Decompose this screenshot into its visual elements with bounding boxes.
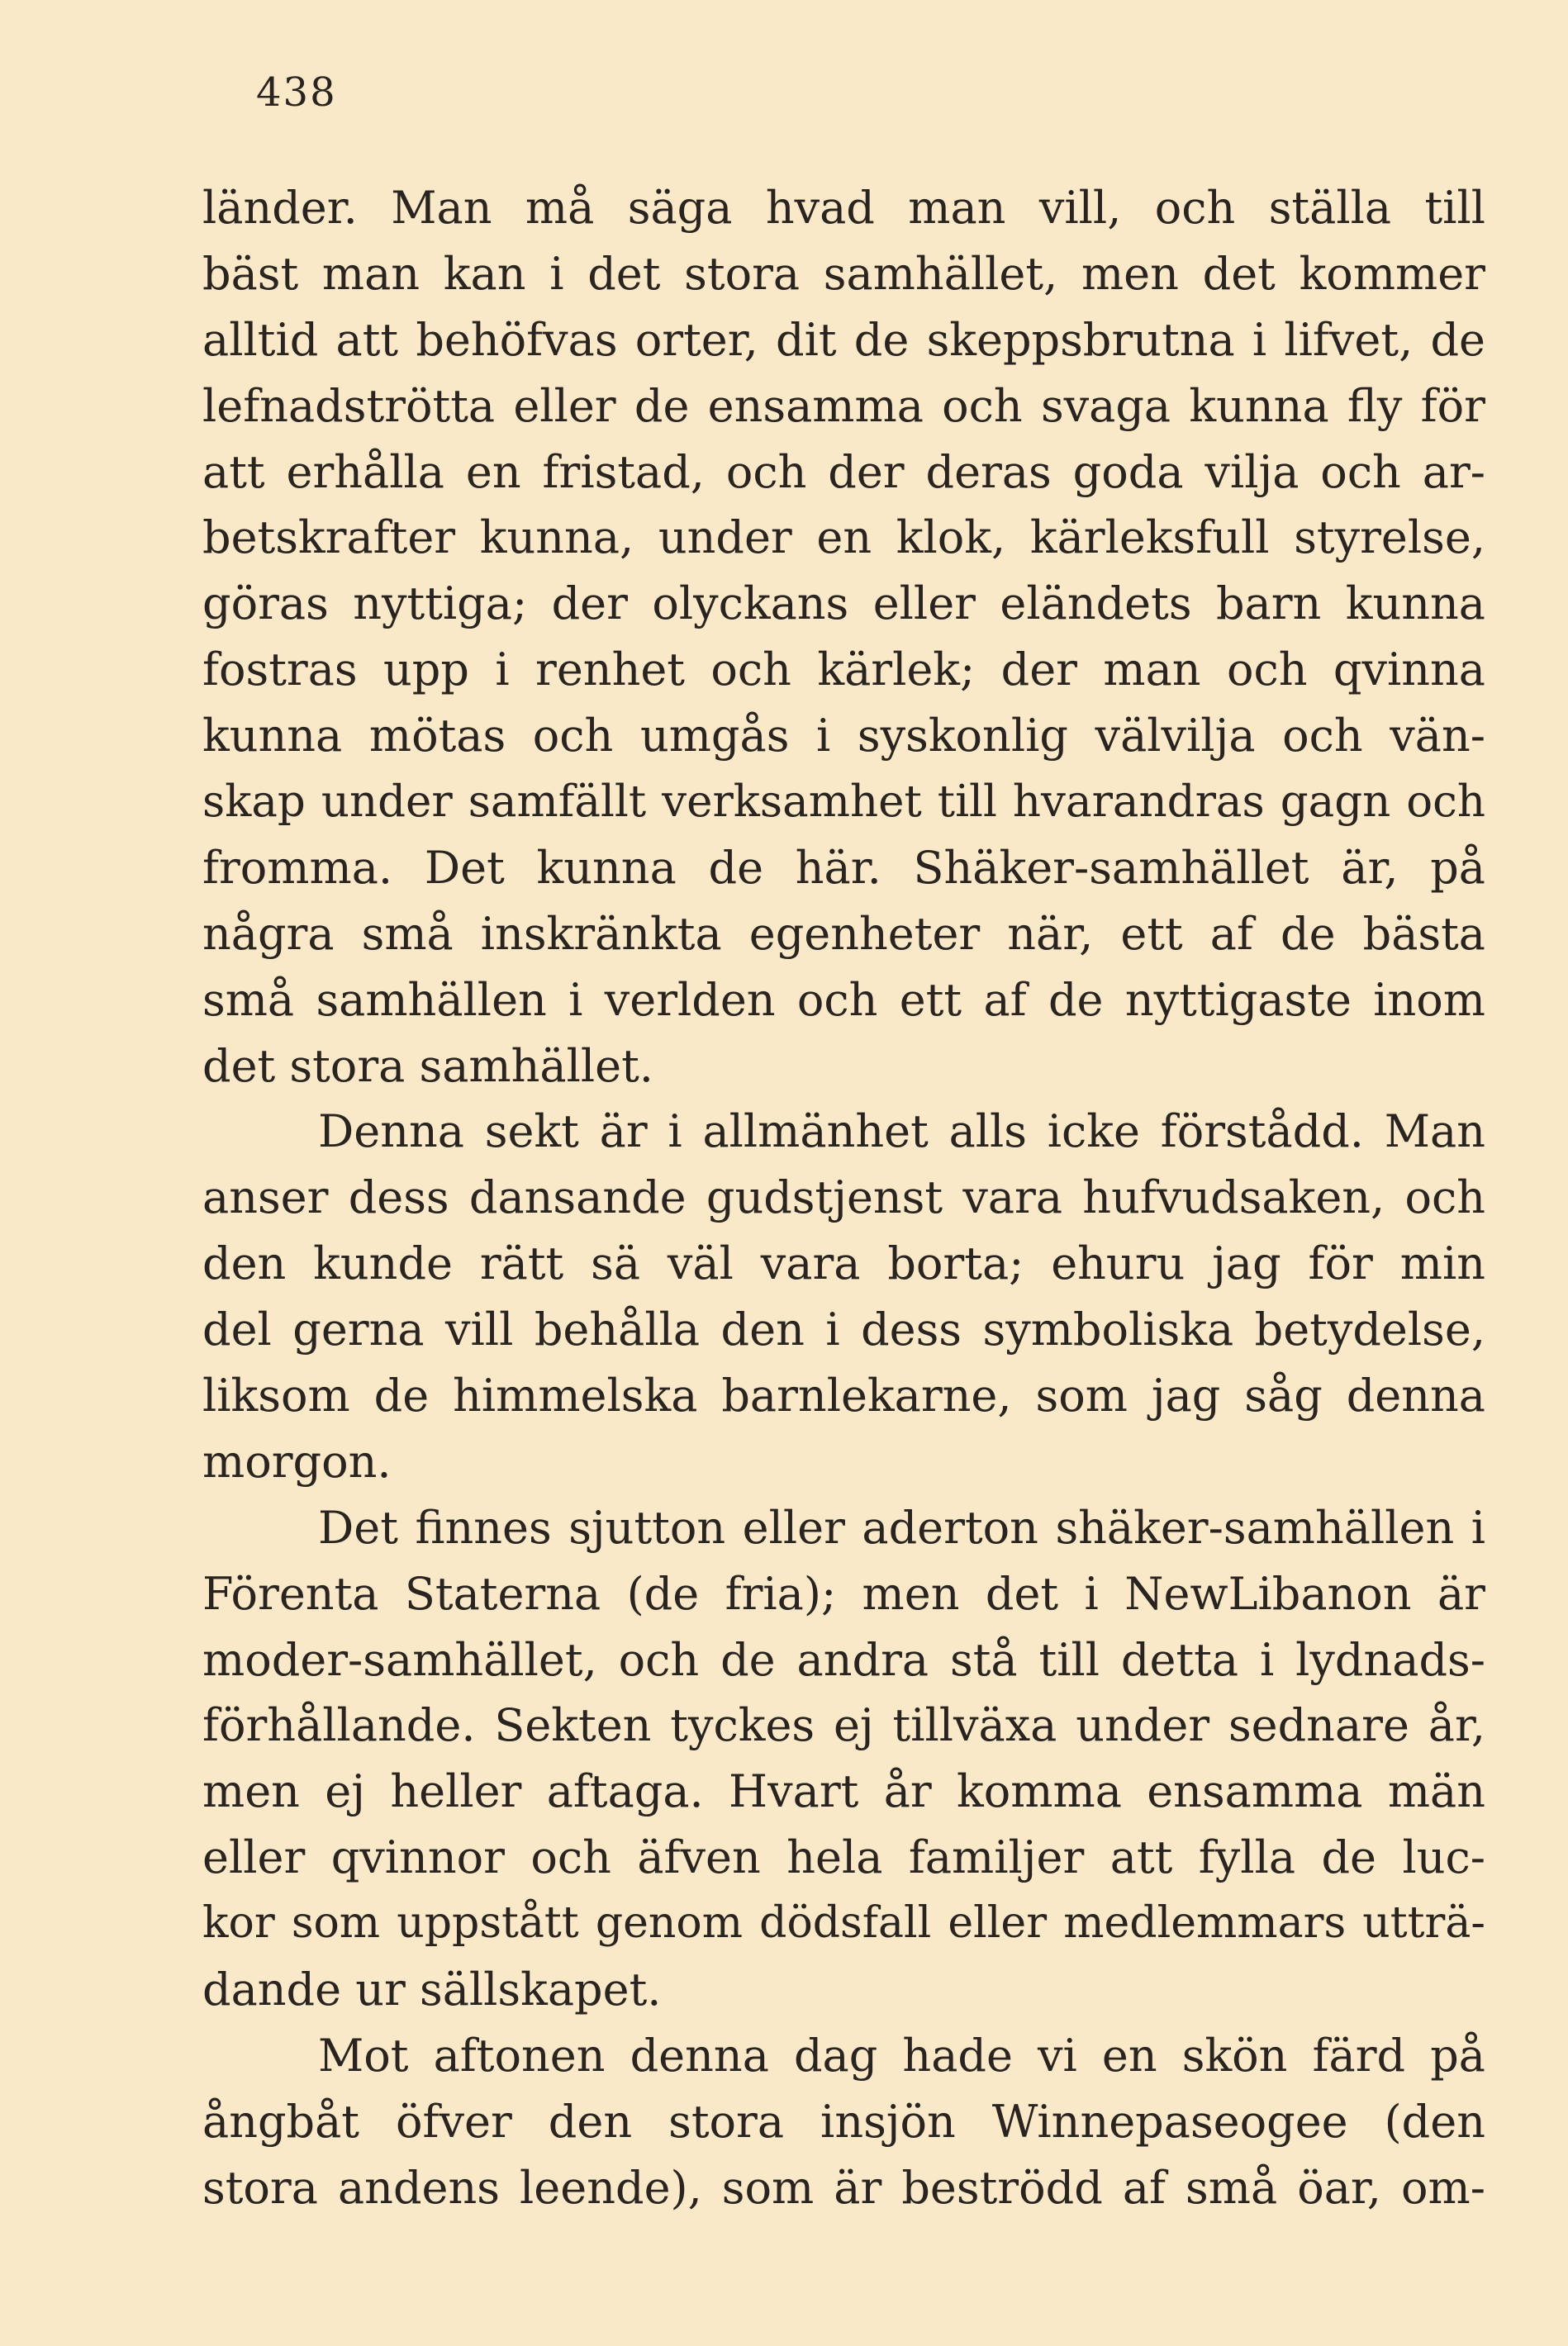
paragraph-start-line: Mot aftonen denna dag hade vi en skön färd på	[318, 2029, 1485, 2082]
text-line: men ej heller aftaga. Hvart år komma ensamma män	[202, 1765, 1485, 1818]
text-line: skap under samfällt verksamhet till hvarandras gagn och	[202, 776, 1485, 828]
text-line: fromma. Det kunna de här. Shäker-samhället är, på	[202, 841, 1485, 894]
text-line: liksom de himmelska barnlekarne, som jag såg denna	[202, 1370, 1485, 1422]
text-line: dande ur sällskapet.	[202, 1964, 662, 2016]
text-line: några små inskränkta egenheter när, ett af de bästa	[202, 907, 1485, 960]
text-line: eller qvinnor och äfven hela familjer att fylla de luc-	[202, 1831, 1485, 1884]
paragraph-start-line: Det finnes sjutton eller aderton shäker-samhällen i	[318, 1501, 1485, 1554]
text-line: den kunde rätt sä väl vara borta; ehuru jag för min	[202, 1237, 1485, 1290]
text-line: förhållande. Sekten tyckes ej tillväxa under sednare år,	[202, 1699, 1485, 1752]
text-line: små samhällen i verlden och ett af de nyttigaste inom	[202, 973, 1485, 1026]
text-line: stora andens leende), som är beströdd af små öar, om-	[202, 2161, 1485, 2214]
text-line: del gerna vill behålla den i dess symboliska betydelse,	[202, 1304, 1485, 1356]
text-line: kor som uppstått genom dödsfall eller medlemmars utträ-	[202, 1898, 1485, 1949]
text-line: kunna mötas och umgås i syskonlig välvilja och vän-	[202, 710, 1485, 762]
text-line: lefnadströtta eller de ensamma och svaga kunna fly för	[202, 379, 1485, 432]
text-line: anser dess dansande gudstjenst vara hufvudsaken, och	[202, 1171, 1485, 1224]
text-line: fostras upp i renhet och kärlek; der man och qvinna	[202, 643, 1485, 696]
body-text	[202, 175, 1485, 2221]
text-line: morgon.	[202, 1435, 392, 1488]
paragraph-start-line: Denna sekt är i allmänhet alls icke förstådd. Man	[318, 1105, 1485, 1158]
text-line: att erhålla en fristad, och der deras goda vilja och ar-	[202, 445, 1485, 498]
text-line: Förenta Staterna (de fria); men det i NewLibanon är	[202, 1567, 1485, 1620]
text-line: moder-samhället, och de andra stå till detta i lydnads-	[202, 1633, 1485, 1686]
text-line: alltid att behöfvas orter, dit de skeppsbrutna i lifvet, de	[202, 313, 1485, 366]
text-line: bäst man kan i det stora samhället, men det kommer	[202, 247, 1485, 300]
text-line: det stora samhället.	[202, 1039, 653, 1092]
text-line: göras nyttiga; der olyckans eller eländets barn kunna	[202, 577, 1485, 630]
page-number: 438	[256, 69, 337, 116]
text-line: ångbåt öfver den stora insjön Winnepaseogee (den	[202, 2095, 1485, 2148]
text-line: länder. Man må säga hvad man vill, och ställa till	[202, 182, 1485, 234]
text-line: betskrafter kunna, under en klok, kärleksfull styrelse,	[202, 511, 1485, 564]
